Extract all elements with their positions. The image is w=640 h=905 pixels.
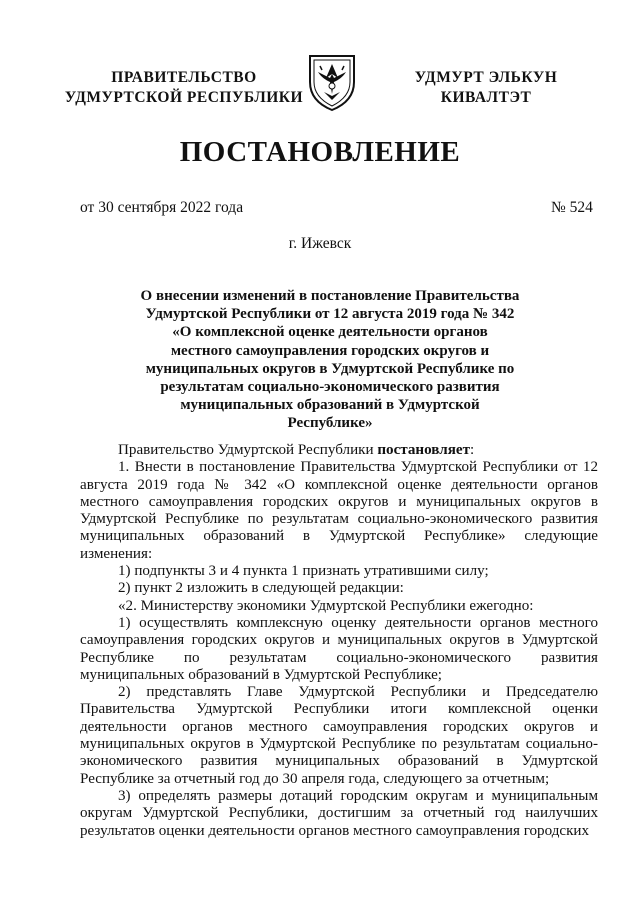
- document-subject: О внесении изменений в постановление Правительства Удмуртской Республики от 12 августа 2019 года № 342 «О комплексной оценке деятельности органов местного самоуправления городских округов и муниципальных округов в Удмуртской Республике по результатам социально-экономического развития муниципальных образований в Удмуртской Республике»: [140, 288, 520, 432]
- issuer-line-1: ПРАВИТЕЛЬСТВО: [111, 69, 257, 86]
- intro-keyword: постановляет: [377, 442, 470, 458]
- issuer-udmurt-line-1: УДМУРТ ЭЛЬКУН: [414, 69, 558, 86]
- coat-of-arms-udmurtia-icon: [306, 52, 358, 112]
- issuer-udmurt-line-2: КИВАЛТЭТ: [440, 89, 532, 106]
- document-number: № 524: [551, 199, 593, 216]
- body-paragraph: 1. Внести в постановление Правительства Удмуртской Республики от 12 августа 2019 года № 342 «О комплексной оценке деятельности органов местного самоуправления городских округов и муниципальных округов в Удмуртской Республике по результатам социально-экономического развития муниципальных образований в Удмуртской Республике» следующие изменения:: [80, 459, 598, 562]
- body-paragraph: 3) определять размеры дотаций городским округам и муниципальным округам Удмуртской Республики, достигшим за отчетный год наилучших результатов оценки деятельности органов местного самоуправления городских: [80, 787, 598, 839]
- body-paragraph: «2. Министерству экономики Удмуртской Республики ежегодно:: [118, 597, 534, 614]
- document-city: г. Ижевск: [288, 235, 352, 252]
- body-paragraph: 2) пункт 2 изложить в следующей редакции:: [118, 580, 404, 597]
- intro-suffix: :: [470, 442, 475, 458]
- issuer-line-2: УДМУРТСКОЙ РЕСПУБЛИКИ: [64, 89, 304, 106]
- intro-prefix: Правительство Удмуртской Республики: [118, 442, 378, 458]
- issuer-name-russian: [64, 68, 304, 108]
- document-body: [80, 442, 598, 840]
- body-paragraph: 2) представлять Главе Удмуртской Республики и Председателю Правительства Удмуртской Республики итоги комплексной оценки деятельности органов местного самоуправления городских округов и муниципальных округов в Удмуртской Республике по результатам социально-экономического развития муниципальных образований в Удмуртской Республике за отчетный год до 30 апреля года, следующего за отчетным;: [80, 684, 598, 787]
- intro-paragraph: [80, 442, 598, 459]
- body-paragraph: 1) осуществлять комплексную оценку деятельности органов местного самоуправления городских округов и муниципальных округов в Удмуртской Республике по результатам социально-экономического развития муниципальных образований в Удмуртской Республике;: [80, 614, 598, 683]
- body-paragraph: 1) подпункты 3 и 4 пункта 1 признать утратившими силу;: [118, 563, 489, 580]
- document-title: ПОСТАНОВЛЕНИЕ: [179, 136, 461, 168]
- document-date: от 30 сентября 2022 года: [80, 199, 244, 216]
- issuer-name-udmurt: [400, 68, 572, 108]
